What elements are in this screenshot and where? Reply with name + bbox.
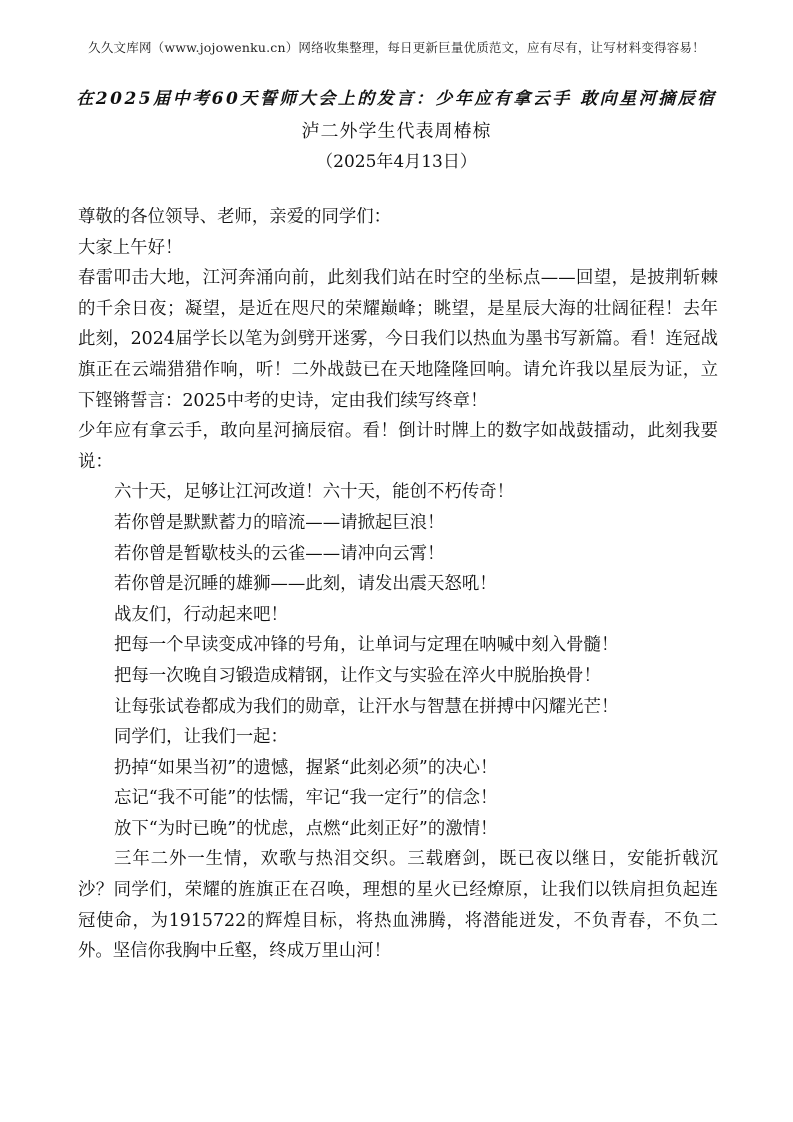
source-header-note: 久久文库网（www.jojowenku.cn）网络收集整理，每日更新巨量优质范文，应有尽有，让写材料变得容易！ bbox=[88, 40, 705, 55]
paragraph: 忘记“我不可能”的怯懦，牢记“我一定行”的信念！ bbox=[114, 788, 498, 809]
speech-date: （2025年4月13日） bbox=[316, 152, 477, 172]
document-title: 在2025届中考60天誓师大会上的发言：少年应有拿云手 敢向星河摘辰宿 bbox=[76, 89, 717, 109]
paragraph: 六十天，足够让江河改道！六十天，能创不朽传奇！ bbox=[114, 482, 514, 503]
paragraph: 少年应有拿云手，敢向星河摘辰宿。看！倒计时牌上的数字如战鼓擂动，此刻我要说： bbox=[78, 421, 718, 472]
paragraph: 把每一次晚自习锻造成精钢，让作文与实验在淬火中脱胎换骨！ bbox=[114, 665, 601, 686]
paragraph: 让每张试卷都成为我们的勋章，让汗水与智慧在拼搏中闪耀光芒！ bbox=[114, 696, 619, 717]
speaker-byline: 泸二外学生代表周椿椋 bbox=[301, 121, 492, 142]
paragraph: 战友们，行动起来吧！ bbox=[114, 604, 288, 625]
paragraph: 扔掉“如果当初”的遗憾，握紧“此刻必须”的决心！ bbox=[114, 757, 498, 778]
paragraph: 若你曾是暂歇枝头的云雀——请冲向云霄！ bbox=[114, 543, 445, 564]
paragraph: 尊敬的各位领导、老师，亲爱的同学们： bbox=[78, 207, 392, 227]
paragraph: 若你曾是默默蓄力的暗流——请掀起巨浪！ bbox=[114, 512, 445, 533]
paragraph: 放下“为时已晚”的忧虑，点燃“此刻正好”的激情！ bbox=[114, 818, 498, 839]
paragraph: 三年二外一生情，欢歌与热泪交织。三载磨剑，既已夜以继日，安能折戟沉沙？同学们，荣耀的旌旗正在召唤，理想的星火已经燎原，让我们以铁肩担负起连冠使命，为1915722的辉煌目标，将热血沸腾，将潜能迸发，不负青春，不负二外。坚信你我胸中丘壑，终成万里山河！ bbox=[78, 849, 718, 962]
paragraph: 把每一个早读变成冲锋的号角，让单词与定理在呐喊中刻入骨髓！ bbox=[114, 635, 619, 656]
paragraph: 若你曾是沉睡的雄狮——此刻，请发出震天怒吼！ bbox=[114, 574, 497, 595]
paragraph: 大家上午好！ bbox=[78, 237, 183, 258]
paragraph: 春雷叩击大地，江河奔涌向前，此刻我们站在时空的坐标点——回望，是披荆斩棘的千余日夜；凝望，是近在咫尺的荣耀巅峰；眺望，是星辰大海的壮阔征程！去年此刻，2024届学长以笔为剑劈开迷雾，今日我们以热血为墨书写新篇。看！连冠战旗正在云端猎猎作响，听！二外战鼓已在天地隆隆回响。请允许我以星辰为证，立下铿锵誓言：2025中考的史诗，定由我们续写终章！ bbox=[78, 268, 718, 411]
speech-body bbox=[78, 202, 718, 967]
paragraph: 同学们，让我们一起： bbox=[114, 727, 288, 748]
